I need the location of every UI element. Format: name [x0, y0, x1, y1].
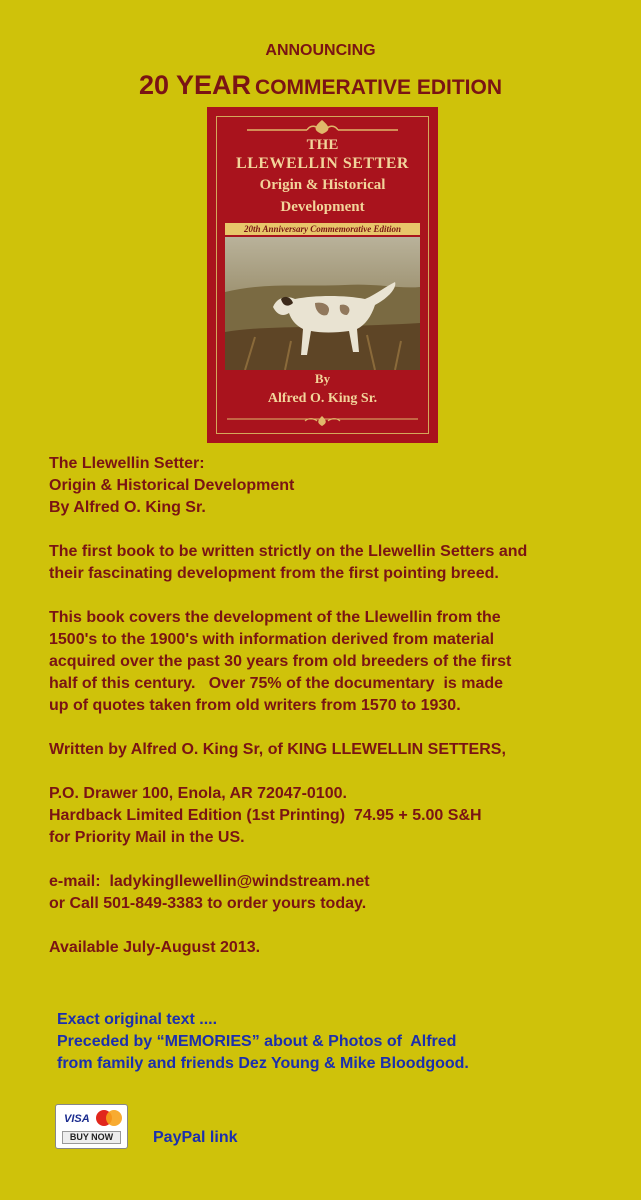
- setter-painting: [225, 237, 420, 370]
- summary-line-4: half of this century. Over 75% of the documentary is made: [49, 675, 504, 692]
- cover-author: Alfred O. King Sr.: [267, 391, 378, 406]
- summary-line-5: up of quotes taken from old writers from 1570 to 1930.: [49, 697, 461, 714]
- intro-line-1: The first book to be written strictly on the Llewellin Setters and: [49, 543, 528, 560]
- email-line: e-mail: ladykingllewellin@windstream.net: [49, 873, 370, 890]
- buy-now-label: BUY NOW: [62, 1131, 121, 1144]
- call-line: or Call 501-849-3383 to order yours today.: [49, 895, 367, 912]
- title-line-3: By Alfred O. King Sr.: [49, 499, 206, 516]
- cover-subtitle-2: Development: [280, 199, 365, 215]
- notes-line-2: Preceded by “MEMORIES” about & Photos of Alfred: [57, 1033, 457, 1050]
- intro-line-2: their fascinating development from the first pointing breed.: [49, 565, 499, 582]
- cover-anniversary-banner: 20th Anniversary Commemorative Edition: [225, 223, 420, 235]
- announcing-heading: ANNOUNCING: [265, 42, 376, 59]
- written-by-line: Written by Alfred O. King Sr, of KING LLEWELLIN SETTERS,: [49, 741, 506, 758]
- book-cover-image: [207, 107, 438, 443]
- address-line: P.O. Drawer 100, Enola, AR 72047-0100.: [49, 785, 347, 802]
- cover-title-the: THE: [306, 137, 339, 153]
- book-description: [49, 453, 629, 959]
- mastercard-icon-overlap: [106, 1110, 122, 1126]
- edition-headline: [0, 70, 641, 101]
- title-line-2: Origin & Historical Development: [49, 477, 295, 494]
- buy-now-button[interactable]: [55, 1104, 128, 1149]
- paypal-link[interactable]: PayPal link: [153, 1129, 238, 1146]
- title-line-1: The Llewellin Setter:: [49, 455, 205, 472]
- cover-bottom-ornament: [207, 413, 438, 429]
- notes-line-1: Exact original text ....: [57, 1011, 218, 1028]
- summary-line-2: 1500's to the 1900's with information derived from material: [49, 631, 495, 648]
- cover-title-main: LLEWELLIN SETTER: [236, 155, 409, 172]
- price-line-1: Hardback Limited Edition (1st Printing) 74.95 + 5.00 S&H: [49, 807, 482, 824]
- availability-line: Available July-August 2013.: [49, 939, 261, 956]
- visa-logo: VISA: [64, 1113, 90, 1125]
- notes-line-3: from family and friends Dez Young & Mike Bloodgood.: [57, 1055, 469, 1072]
- summary-line-1: This book covers the development of the Llewellin from the: [49, 609, 501, 626]
- edition-text: COMMERATIVE EDITION: [255, 76, 502, 99]
- year-text: 20 YEAR: [138, 70, 252, 100]
- cover-by: By: [314, 371, 331, 386]
- summary-line-3: acquired over the past 30 years from old breeders of the first: [49, 653, 512, 670]
- price-line-2: for Priority Mail in the US.: [49, 829, 245, 846]
- notes-block: [57, 1009, 617, 1075]
- cover-subtitle-1: Origin & Historical: [259, 177, 386, 193]
- cover-top-ornament: [207, 118, 438, 138]
